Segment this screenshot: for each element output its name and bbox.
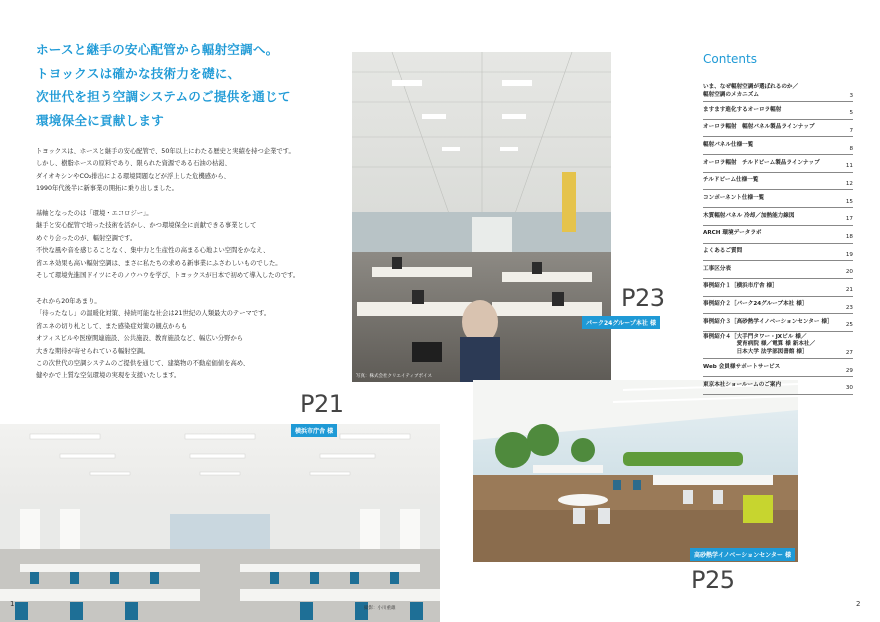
body-paragraph-2 [36,208,336,282]
body-line: 1990年代後半に新事業の開拓に乗り出しました。 [36,185,178,193]
toc-item-page: 20 [845,269,853,276]
caption-yokohama: 横浜市庁舎 様 [291,424,337,437]
toc-item-label: 日本大学 法学部図書館 様］ [703,348,808,355]
toc-item-label: 事例紹介３［高砂熱学イノベーションセンター 様］ [703,318,833,325]
toc-item [703,332,853,360]
toc-item [703,190,853,208]
toc-item-label: よくあるご質問 [703,248,743,255]
toc-item-label: 輻射パネル仕様一覧 [703,141,754,148]
toc-item-page: 18 [845,234,853,240]
body-line: そして環境先進国ドイツにそのノウハウを学び、トヨックスが日本で初めて導入したのです。 [36,272,300,280]
toc-item-label: 事例紹介１［横浜市庁舎 様］ [703,283,778,290]
page-label-p25: P25 [691,566,735,594]
body-line: 継手と安心配管で培った技術を活かし、かつ環境保全に貢献できる事業として [36,222,257,230]
toc-item-page: 21 [845,287,853,294]
toc-item [703,173,853,191]
toc-item-label: Web 会員様サポートサービス [703,364,781,371]
toc-item-label: いま、なぜ輻射空調が選ばれるのか／ [703,84,799,90]
toc-item-page: 27 [845,349,853,356]
toc-item-page: 8 [849,145,853,152]
toc-item-page: 11 [845,163,853,170]
toc-item [703,279,853,297]
toc-item-page: 5 [849,110,853,117]
toc-item-page: 17 [845,216,853,223]
toc-item-page: 19 [845,251,853,258]
toc-item [703,82,853,102]
toc-item [703,155,853,173]
body-line: トヨックスは、ホースと継手の安心配管で、50年以上にわたる歴史と実績を持つ企業です。 [36,148,295,155]
body-line: ダイオキシンやCO₂排出による環境問題などが浮上した危機感から、 [36,172,230,180]
body-line: 大きな期待が寄せられている輻射空調。 [36,347,150,355]
toc-item-page: 15 [845,198,853,205]
toc-item-label: 事例紹介４［大手門タワー・JXビル 様／ [703,333,807,340]
toc-item [703,137,853,155]
toc-item-label: 木質輻射パネル 冷却／加熱能力線図 [703,212,795,219]
body-line: 基軸となったのは「環境・エコロジー」。 [36,210,153,217]
toc-item-label: 愛育病院 様／電算 様 新本社／ [703,341,816,348]
body-line: 不快な風や音を感じることなく、集中力と生産性の高まる心地よい空間をかなえ、 [36,247,270,255]
toc-item-page: 29 [845,367,853,374]
toc-item [703,261,853,279]
photo-takasago-innovation-center [473,380,798,562]
toc-item-label: 工事区分表 [703,265,731,272]
toc-item [703,314,853,332]
toc-item [703,297,853,315]
toc-item-page: 25 [845,322,853,329]
body-line: この次世代の空調システムのご提供を通じて、建築物の不動産価値を高め、 [36,360,250,368]
toc-item-label: ますます進化するオーロラ輻射 [703,106,782,113]
photo-credit-p23: 写真：株式会社クリエイティブボイス [356,374,433,379]
toc-item [703,359,853,377]
photo-credit-p21: 撮影：小川重雄 [364,606,396,611]
toc-item-page: 3 [849,92,853,99]
headline-line: ホースと継手の安心配管から輻射空調へ。 [36,42,279,57]
toc-item-label: コンポーネント仕様一覧 [703,195,765,202]
page-number-left: 1 [10,600,15,608]
page-number-right: 2 [856,600,861,608]
body-paragraph-3 [36,296,336,383]
toc-item [703,377,853,395]
toc-item-page: 30 [845,385,853,392]
headline-line: トヨックスは確かな技術力を礎に、 [36,65,241,81]
body-line: 「待ったなし」の温暖化対策、持続可能な社会は21世紀の人類最大のテーマです。 [36,310,271,318]
toc-item [703,208,853,226]
toc-item-page: 23 [845,304,853,311]
toc-item-label: ARCH 環境データラボ [703,230,762,237]
headline-line: 次世代を担う空調システムのご提供を通じて [36,89,291,105]
toc-item-label: オーロラ輻射 輻射パネル製品ラインナップ [703,124,815,131]
toc-item [703,120,853,138]
toc-item-page: 7 [849,127,853,134]
toc-item [703,226,853,244]
body-line: しかし、樹脂ホースの原料であり、限られた資源である石油の枯渇、 [36,160,231,168]
body-line: 健やかで上質な空気環境の実現を支援いたします。 [36,372,181,380]
body-line: 省エネの切り札として、また感染症対策の観点からも [36,322,187,330]
body-line: オフィスビルや医療関連施設、公共施設、教育施設など、幅広い分野から [36,335,244,343]
toc-item-label: 事例紹介２［パーク24グループ本社 様］ [703,301,808,308]
toc-item [703,244,853,262]
toc-item-label: 東京本社ショールームのご案内 [703,381,782,388]
photo-park24-office [352,52,611,382]
page-label-p23: P23 [621,284,665,312]
caption-takasago: 高砂熱学イノベーションセンター 様 [690,548,795,561]
body-line: それから20年あまり。 [36,298,101,305]
toc-item-label: 輻射空調のメカニズム [703,91,759,98]
toc-item-label: チルドビーム仕様一覧 [703,177,759,184]
table-of-contents [703,82,853,395]
caption-park24: パーク24グループ本社 様 [582,316,660,329]
body-line: 省エネ効果も高い輻射空調は、まさに私たちの求める新事業にふさわしいものでした。 [36,259,282,267]
headline [36,38,336,132]
body-paragraph-1 [36,146,336,196]
contents-title: Contents [703,52,757,66]
toc-item-label: オーロラ輻射 チルドビーム製品ラインナップ [703,159,820,166]
toc-item-page: 12 [845,180,853,187]
photo-yokohama-city-hall [0,424,440,622]
toc-item [703,102,853,120]
body-line: めぐり会ったのが、輻射空調です。 [36,234,137,242]
headline-line: 環境保全に貢献します [36,112,164,128]
page-label-p21: P21 [300,390,344,418]
